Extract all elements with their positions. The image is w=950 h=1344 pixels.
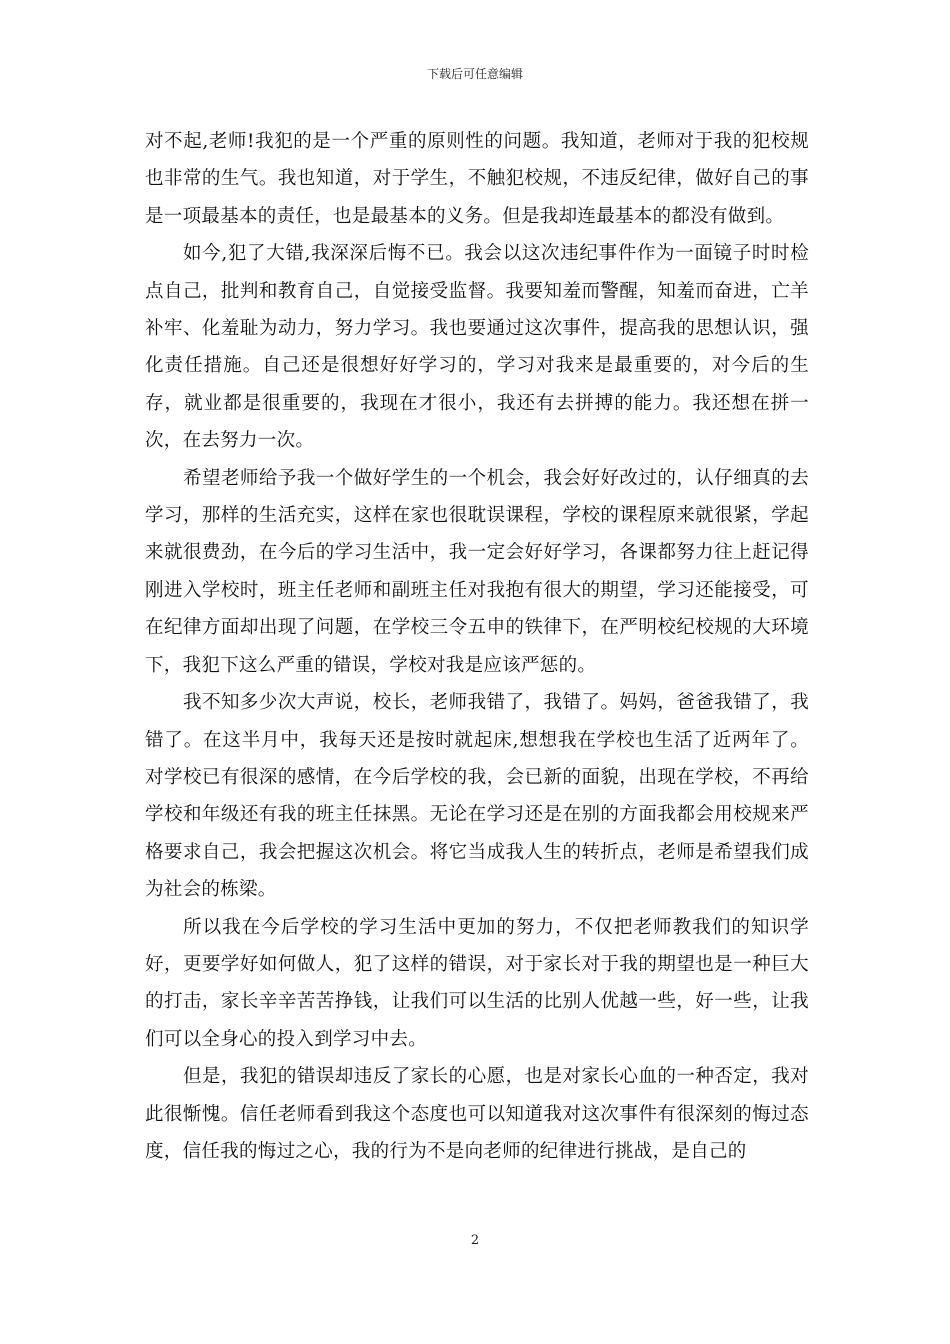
paragraph-6: 但是，我犯的错误却违反了家长的心愿，也是对家长心血的一种否定，我对此很惭愧。信任老师看到我这个态度也可以知道我对这次事件有很深刻的悔过态度，信任我的悔过之心，我的行为不是向老师的纪律进行挑战，是自己的 bbox=[145, 1066, 809, 1162]
page-number: 2 bbox=[470, 1233, 480, 1248]
paragraph-3: 希望老师给予我一个做好学生的一个机会，我会好好改过的，认仔细真的去学习，那样的生活充实，这样在家也很耽误课程，学校的课程原来就很紧，学起来就很费劲，在今后的学习生活中，我一定会好好学习，各课都努力往上赶记得刚进入学校时，班主任老师和副班主任对我抱有很大的期望，学习还能接受，可在纪律方面却出现了问题，在学校三令五申的铁律下，在严明校纪校规的大环境下，我犯下这么严重的错误，学校对我是应该严惩的。 bbox=[145, 467, 809, 676]
page-header: 下载后可任意编辑 bbox=[426, 67, 523, 81]
paragraph-2: 如今,犯了大错,我深深后悔不已。我会以这次违纪事件作为一面镜子时时检点自己，批判和教育自己，自觉接受监督。我要知羞而警醒，知羞而奋进，亡羊补牢、化羞耻为动力，努力学习。我也要通过这次事件，提高我的思想认识，强化责任措施。自己还是很想好好学习的，学习对我来是最重要的，对今后的生存，就业都是很重要的，我现在才很小，我还有去拼搏的能力。我还想在拼一次，在去努力一次。 bbox=[145, 243, 809, 452]
paragraph-5: 所以我在今后学校的学习生活中更加的努力，不仅把老师教我们的知识学好，更要学好如何做人，犯了这样的错误，对于家长对于我的期望也是一种巨大的打击，家长辛辛苦苦挣钱，让我们可以生活的比别人优越一些，好一些，让我们可以全身心的投入到学习中去。 bbox=[145, 916, 809, 1050]
document-body bbox=[145, 123, 809, 1170]
paragraph-1: 对不起,老师!我犯的是一个严重的原则性的问题。我知道，老师对于我的犯校规也非常的生气。我也知道，对于学生，不触犯校规，不违反纪律，做好自己的事是一项最基本的责任，也是最基本的义务。但是我却连最基本的都没有做到。 bbox=[145, 131, 809, 227]
paragraph-4: 我不知多少次大声说，校长，老师我错了，我错了。妈妈，爸爸我错了，我错了。在这半月中，我每天还是按时就起床,想想我在学校也生活了近两年了。对学校已有很深的感情，在今后学校的我，会已新的面貌，出现在学校，不再给学校和年级还有我的班主任抹黑。无论在学习还是在别的方面我都会用校规来严格要求自己，我会把握这次机会。将它当成我人生的转折点，老师是希望我们成为社会的栋梁。 bbox=[145, 692, 809, 901]
